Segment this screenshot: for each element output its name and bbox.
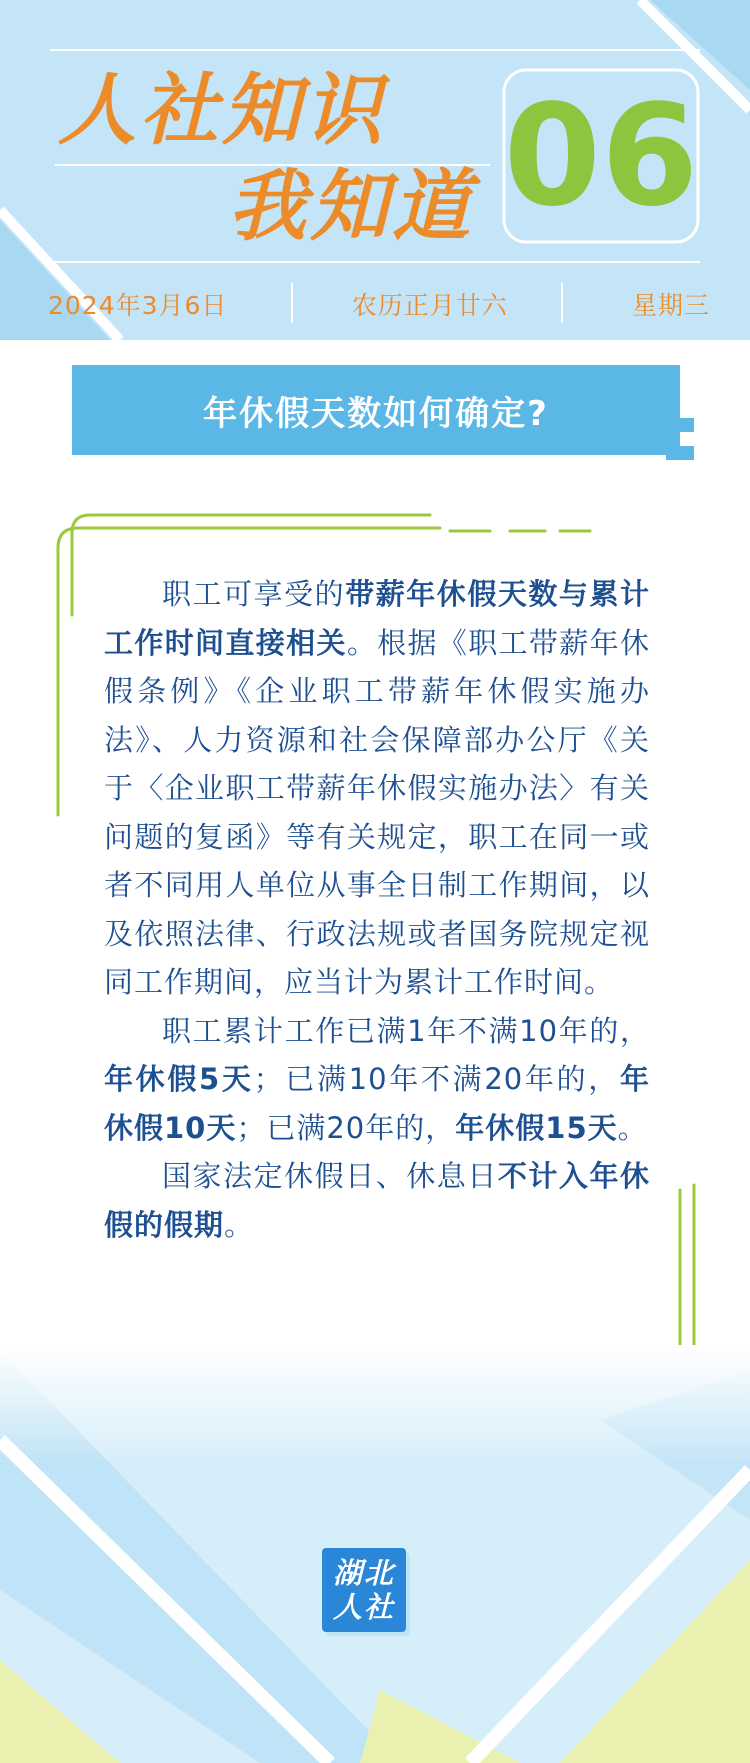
emphasis-text: 带薪年休假天数与累计工作时间直接相关 xyxy=(104,577,650,660)
topic-banner xyxy=(72,365,680,455)
weekday-text: 星期三 xyxy=(631,291,710,320)
paragraph-3 xyxy=(104,1152,650,1249)
body-text-run: 职工可享受的 xyxy=(162,577,346,611)
topic-title: 年休假天数如何确定? xyxy=(203,393,549,434)
emphasis-text: 年休假15天 xyxy=(455,1110,618,1145)
paragraph-1 xyxy=(104,570,650,1007)
hubei-renshe-logo xyxy=(322,1548,406,1632)
emphasis-text: 年休假5天 xyxy=(104,1062,254,1096)
emphasis-text: 不计入年休假的假期 xyxy=(104,1159,650,1242)
body-text-run: 。 xyxy=(224,1207,255,1242)
emphasis-text: 年休假10天 xyxy=(104,1062,650,1145)
paragraph-2 xyxy=(104,1007,650,1153)
lunar-date-text: 农历正月廿六 xyxy=(351,291,508,320)
date-row xyxy=(48,286,710,322)
body-text-run: 职工累计工作已满1年不满10年的， xyxy=(162,1013,650,1048)
issue-number: 06 xyxy=(503,75,699,238)
date-text: 2024年3月6日 xyxy=(48,291,228,320)
body-text-run: 。 xyxy=(617,1110,648,1145)
title-line-2: 我知道 xyxy=(228,162,475,252)
header xyxy=(0,0,750,340)
body-text-run: 。根据《职工带薪年休假条例》《企业职工带薪年休假实施办法》、人力资源和社会保障部办公厅《关于〈企业职工带薪年休假实施办法〉有关问题的复函》等有关规定，职工在同一或者不同用人单位从事全日制工作期间，以及依照法律、行政法规或者国务院规定视同工作期间，应当计为累计工作时间。 xyxy=(104,625,650,999)
article-body xyxy=(104,570,650,1249)
body-text-run: 国家法定休假日、休息日 xyxy=(162,1159,498,1193)
body-text-run: ；已满20年的， xyxy=(236,1110,456,1145)
logo-text: 湖北人社 xyxy=(332,1556,395,1624)
body-text-run: ；已满10年不满20年的， xyxy=(253,1062,620,1096)
title-line-1: 人社知识 xyxy=(58,66,387,156)
